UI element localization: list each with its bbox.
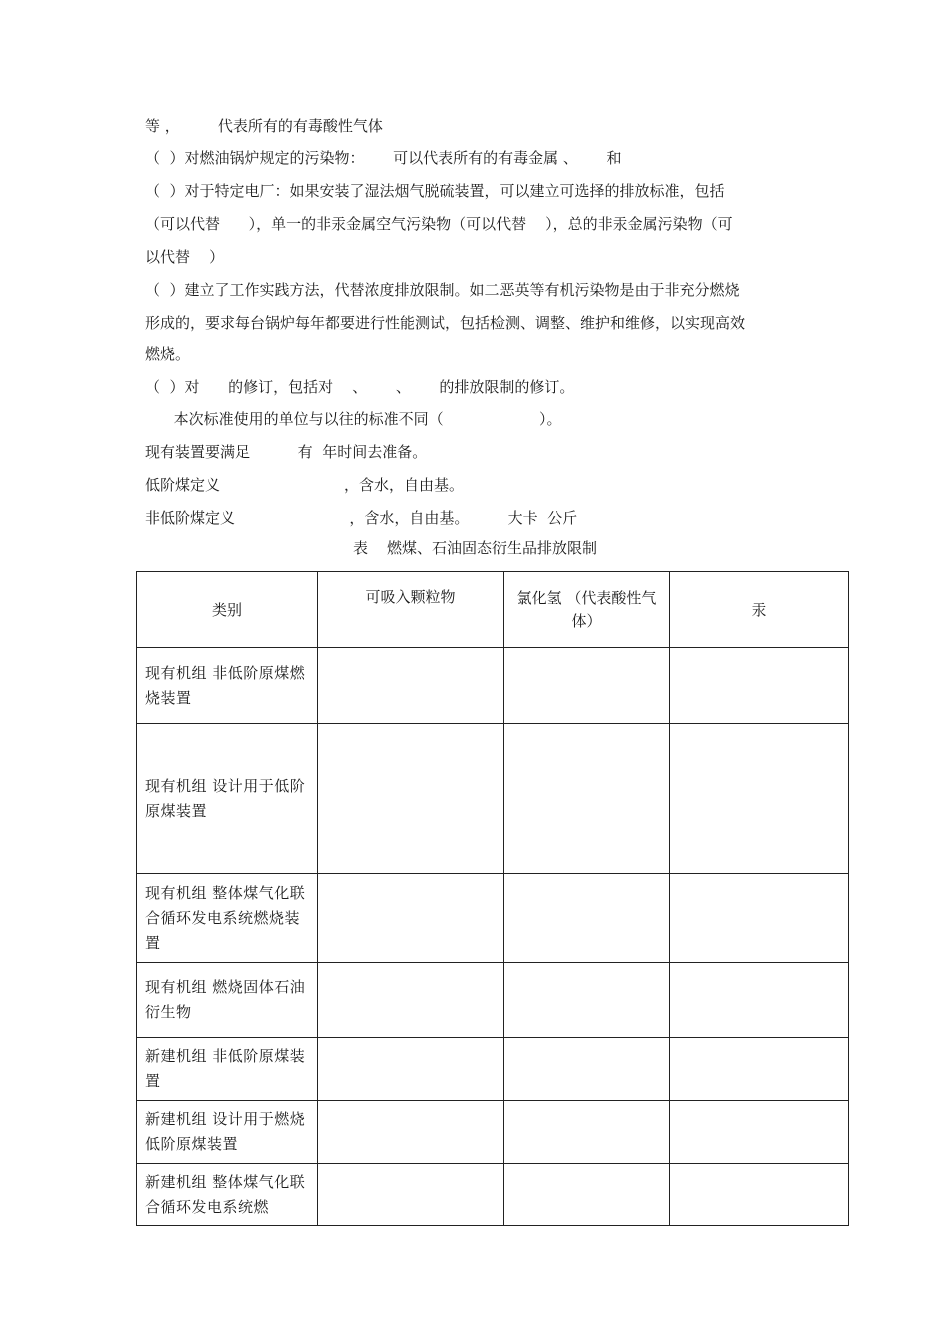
paragraph-line: （ ）对 的修订，包括对 、 、 的排放限制的修订。 bbox=[145, 378, 575, 396]
paragraph-line: 现有装置要满足 有 年时间去准备。 bbox=[145, 443, 428, 461]
paragraph-line: 以代替 ） bbox=[145, 248, 225, 266]
row-category: 现有机组 燃烧固体石油衍生物 bbox=[137, 963, 318, 1038]
table-outer-border bbox=[848, 571, 851, 1225]
table-row bbox=[137, 1038, 849, 1101]
header-category: 类别 bbox=[137, 572, 318, 648]
hcl-cell bbox=[504, 648, 670, 724]
paragraph-line: 形成的，要求每台锅炉每年都要进行性能测试，包括检测、调整、维护和维修，以实现高效 bbox=[145, 314, 746, 332]
hcl-cell bbox=[504, 1101, 670, 1164]
hcl-cell bbox=[504, 1164, 670, 1226]
row-category: 新建机组 设计用于燃烧低阶原煤装置 bbox=[137, 1101, 318, 1164]
paragraph-line: （可以代替 ），单一的非汞金属空气污染物（可以代替 ），总的非汞金属污染物（可 bbox=[145, 215, 733, 233]
hg-cell bbox=[670, 963, 849, 1038]
hg-cell bbox=[670, 874, 849, 963]
hg-cell bbox=[670, 1038, 849, 1101]
hcl-cell bbox=[504, 963, 670, 1038]
row-category: 新建机组 非低阶原煤装置 bbox=[137, 1038, 318, 1101]
hcl-cell bbox=[504, 874, 670, 963]
pm-cell bbox=[318, 1164, 504, 1226]
pm-cell bbox=[318, 648, 504, 724]
table-row bbox=[137, 874, 849, 963]
row-category: 现有机组 整体煤气化联合循环发电系统燃烧装置 bbox=[137, 874, 318, 963]
table-row bbox=[137, 1164, 849, 1226]
row-category: 现有机组 设计用于低阶原煤装置 bbox=[137, 724, 318, 874]
paragraph-line: 非低阶煤定义 ，含水，自由基。 大卡 公斤 bbox=[145, 509, 578, 527]
header-hg: 汞 bbox=[670, 572, 849, 648]
pm-cell bbox=[318, 1101, 504, 1164]
hg-cell bbox=[670, 724, 849, 874]
header-hcl: 氯化氢 （代表酸性气体） bbox=[504, 572, 670, 648]
hg-cell bbox=[670, 648, 849, 724]
paragraph-line: 等 ， 代表所有的有毒酸性气体 bbox=[145, 117, 383, 135]
pm-cell bbox=[318, 1038, 504, 1101]
table-row bbox=[137, 724, 849, 874]
pm-cell bbox=[318, 874, 504, 963]
hcl-cell bbox=[504, 724, 670, 874]
hg-cell bbox=[670, 1164, 849, 1226]
hcl-cell bbox=[504, 1038, 670, 1101]
emission-limits-table bbox=[136, 571, 849, 1226]
paragraph-line: （ ）对燃油锅炉规定的污染物： 可以代表所有的有毒金属 、 和 bbox=[145, 149, 622, 167]
row-category: 新建机组 整体煤气化联合循环发电系统燃 bbox=[137, 1164, 318, 1226]
paragraph-line: 本次标准使用的单位与以往的标准不同（ ）。 bbox=[145, 410, 562, 428]
table-row bbox=[137, 648, 849, 724]
table-row bbox=[137, 963, 849, 1038]
row-category: 现有机组 非低阶原煤燃烧装置 bbox=[137, 648, 318, 724]
pm-cell bbox=[318, 963, 504, 1038]
hg-cell bbox=[670, 1101, 849, 1164]
table-row bbox=[137, 1101, 849, 1164]
paragraph-line: （ ）建立了工作实践方法，代替浓度排放限制。如二恶英等有机污染物是由于非充分燃烧 bbox=[145, 281, 740, 299]
pm-cell bbox=[318, 724, 504, 874]
table-caption: 表 燃煤、石油固态衍生品排放限制 bbox=[352, 539, 598, 557]
header-pm: 可吸入颗粒物 bbox=[318, 572, 504, 648]
paragraph-line: （ ）对于特定电厂：如果安装了湿法烟气脱硫装置，可以建立可选择的排放标准，包括 bbox=[145, 182, 725, 200]
paragraph-line: 燃烧。 bbox=[145, 345, 191, 363]
table-header-row bbox=[137, 572, 849, 648]
paragraph-line: 低阶煤定义 ，含水，自由基。 bbox=[145, 476, 464, 494]
